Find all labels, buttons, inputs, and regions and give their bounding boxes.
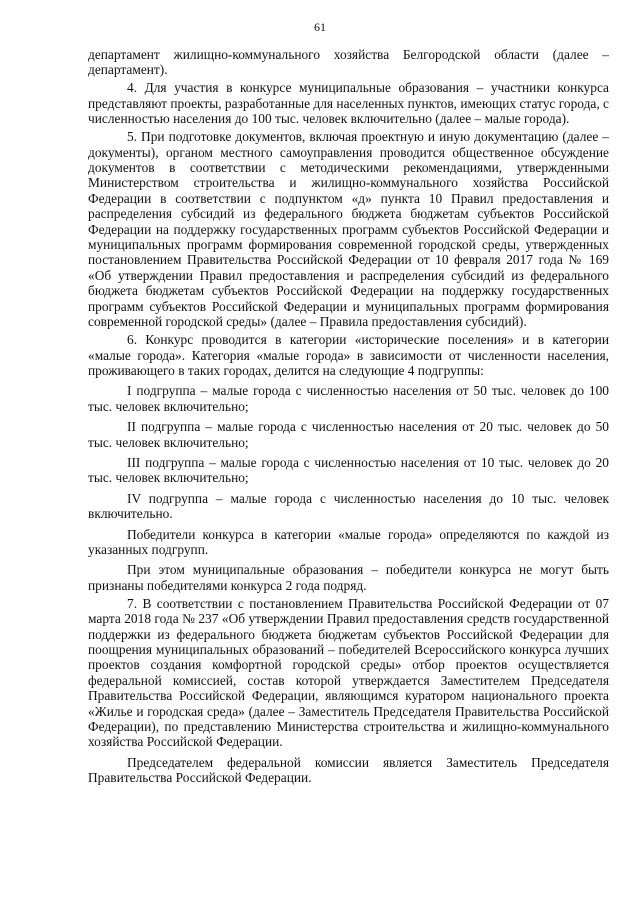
paragraph: Победители конкурса в категории «малые города» определяются по каждой из указанных подгрупп. bbox=[88, 526, 609, 557]
paragraph: департамент жилищно-коммунального хозяйства Белгородской области (далее – департамент). bbox=[88, 47, 609, 78]
paragraph: 4. Для участия в конкурсе муниципальные образования – участники конкурса представляют проекты, разработанные для населенных пунктов, имеющих статус города, с численностью населения до 100 тыс. человек включительно (далее – малые города). bbox=[88, 80, 609, 127]
paragraph: III подгруппа – малые города с численностью населения от 10 тыс. человек до 20 тыс. человек включительно; bbox=[88, 454, 609, 486]
paragraph: Председателем федеральной комиссии является Заместитель Председателя Правительства Российской Федерации. bbox=[88, 754, 609, 786]
paragraph: При этом муниципальные образования – победители конкурса не могут быть признаны победителями конкурса 2 года подряд. bbox=[88, 562, 609, 593]
document-body bbox=[88, 47, 609, 788]
paragraph: 7. В соответствии с постановлением Правительства Российской Федерации от 07 марта 2018 года № 237 «Об утверждении Правил предоставления средств государственной поддержки из федерального бюджета бюджетам субъектов Российской Федерации для поощрения муниципальных образований – победителей Всероссийского конкурса лучших проектов создания комфортной городской среды» отбор проектов осуществляется федеральной комиссией, состав которой утверждается Заместителем Председателя Правительства Российской Федерации, являющимся куратором национального проекта «Жилье и городская среда» (далее – Заместитель Председателя Правительства Российской Федерации), по представлению Министерства строительства и жилищно-коммунального хозяйства Российской Федерации. bbox=[88, 595, 609, 750]
paragraph: IV подгруппа – малые города с численностью населения до 10 тыс. человек включительно. bbox=[88, 490, 609, 522]
page-number: 61 bbox=[314, 20, 326, 34]
paragraph: I подгруппа – малые города с численностью населения от 50 тыс. человек до 100 тыс. человек включительно; bbox=[88, 383, 609, 414]
paragraph: 5. При подготовке документов, включая проектную и иную документацию (далее – документы), органом местного самоуправления проводится общественное обсуждение документов в соответствии с методическими рекомендациями, утвержденными Министерством строительства и жилищно-коммунального хозяйства Российской Федерации в соответствии с подпунктом «д» пункта 10 Правил предоставления и распределения субсидий из федерального бюджета бюджетам субъектов Российской Федерации на поддержку государственных программ субъектов Российской Федерации и муниципальных программ формирования современной городской среды, утвержденных постановлением Правительства Российской Федерации от 10 февраля 2017 года № 169 «Об утверждении Правил предоставления и распределения субсидий из федерального бюджета бюджетам субъектов Российской Федерации на поддержку государственных программ субъектов Российской Федерации и муниципальных программ формирования современной городской среды» (далее – Правила предоставления субсидий). bbox=[88, 129, 609, 330]
paragraph: 6. Конкурс проводится в категории «исторические поселения» и в категории «малые города». Категория «малые города» в зависимости от численности населения, проживающего в таких городах, делится на следующие 4 подгруппы: bbox=[88, 332, 609, 378]
paragraph: II подгруппа – малые города с численностью населения от 20 тыс. человек до 50 тыс. человек включительно; bbox=[88, 419, 609, 450]
